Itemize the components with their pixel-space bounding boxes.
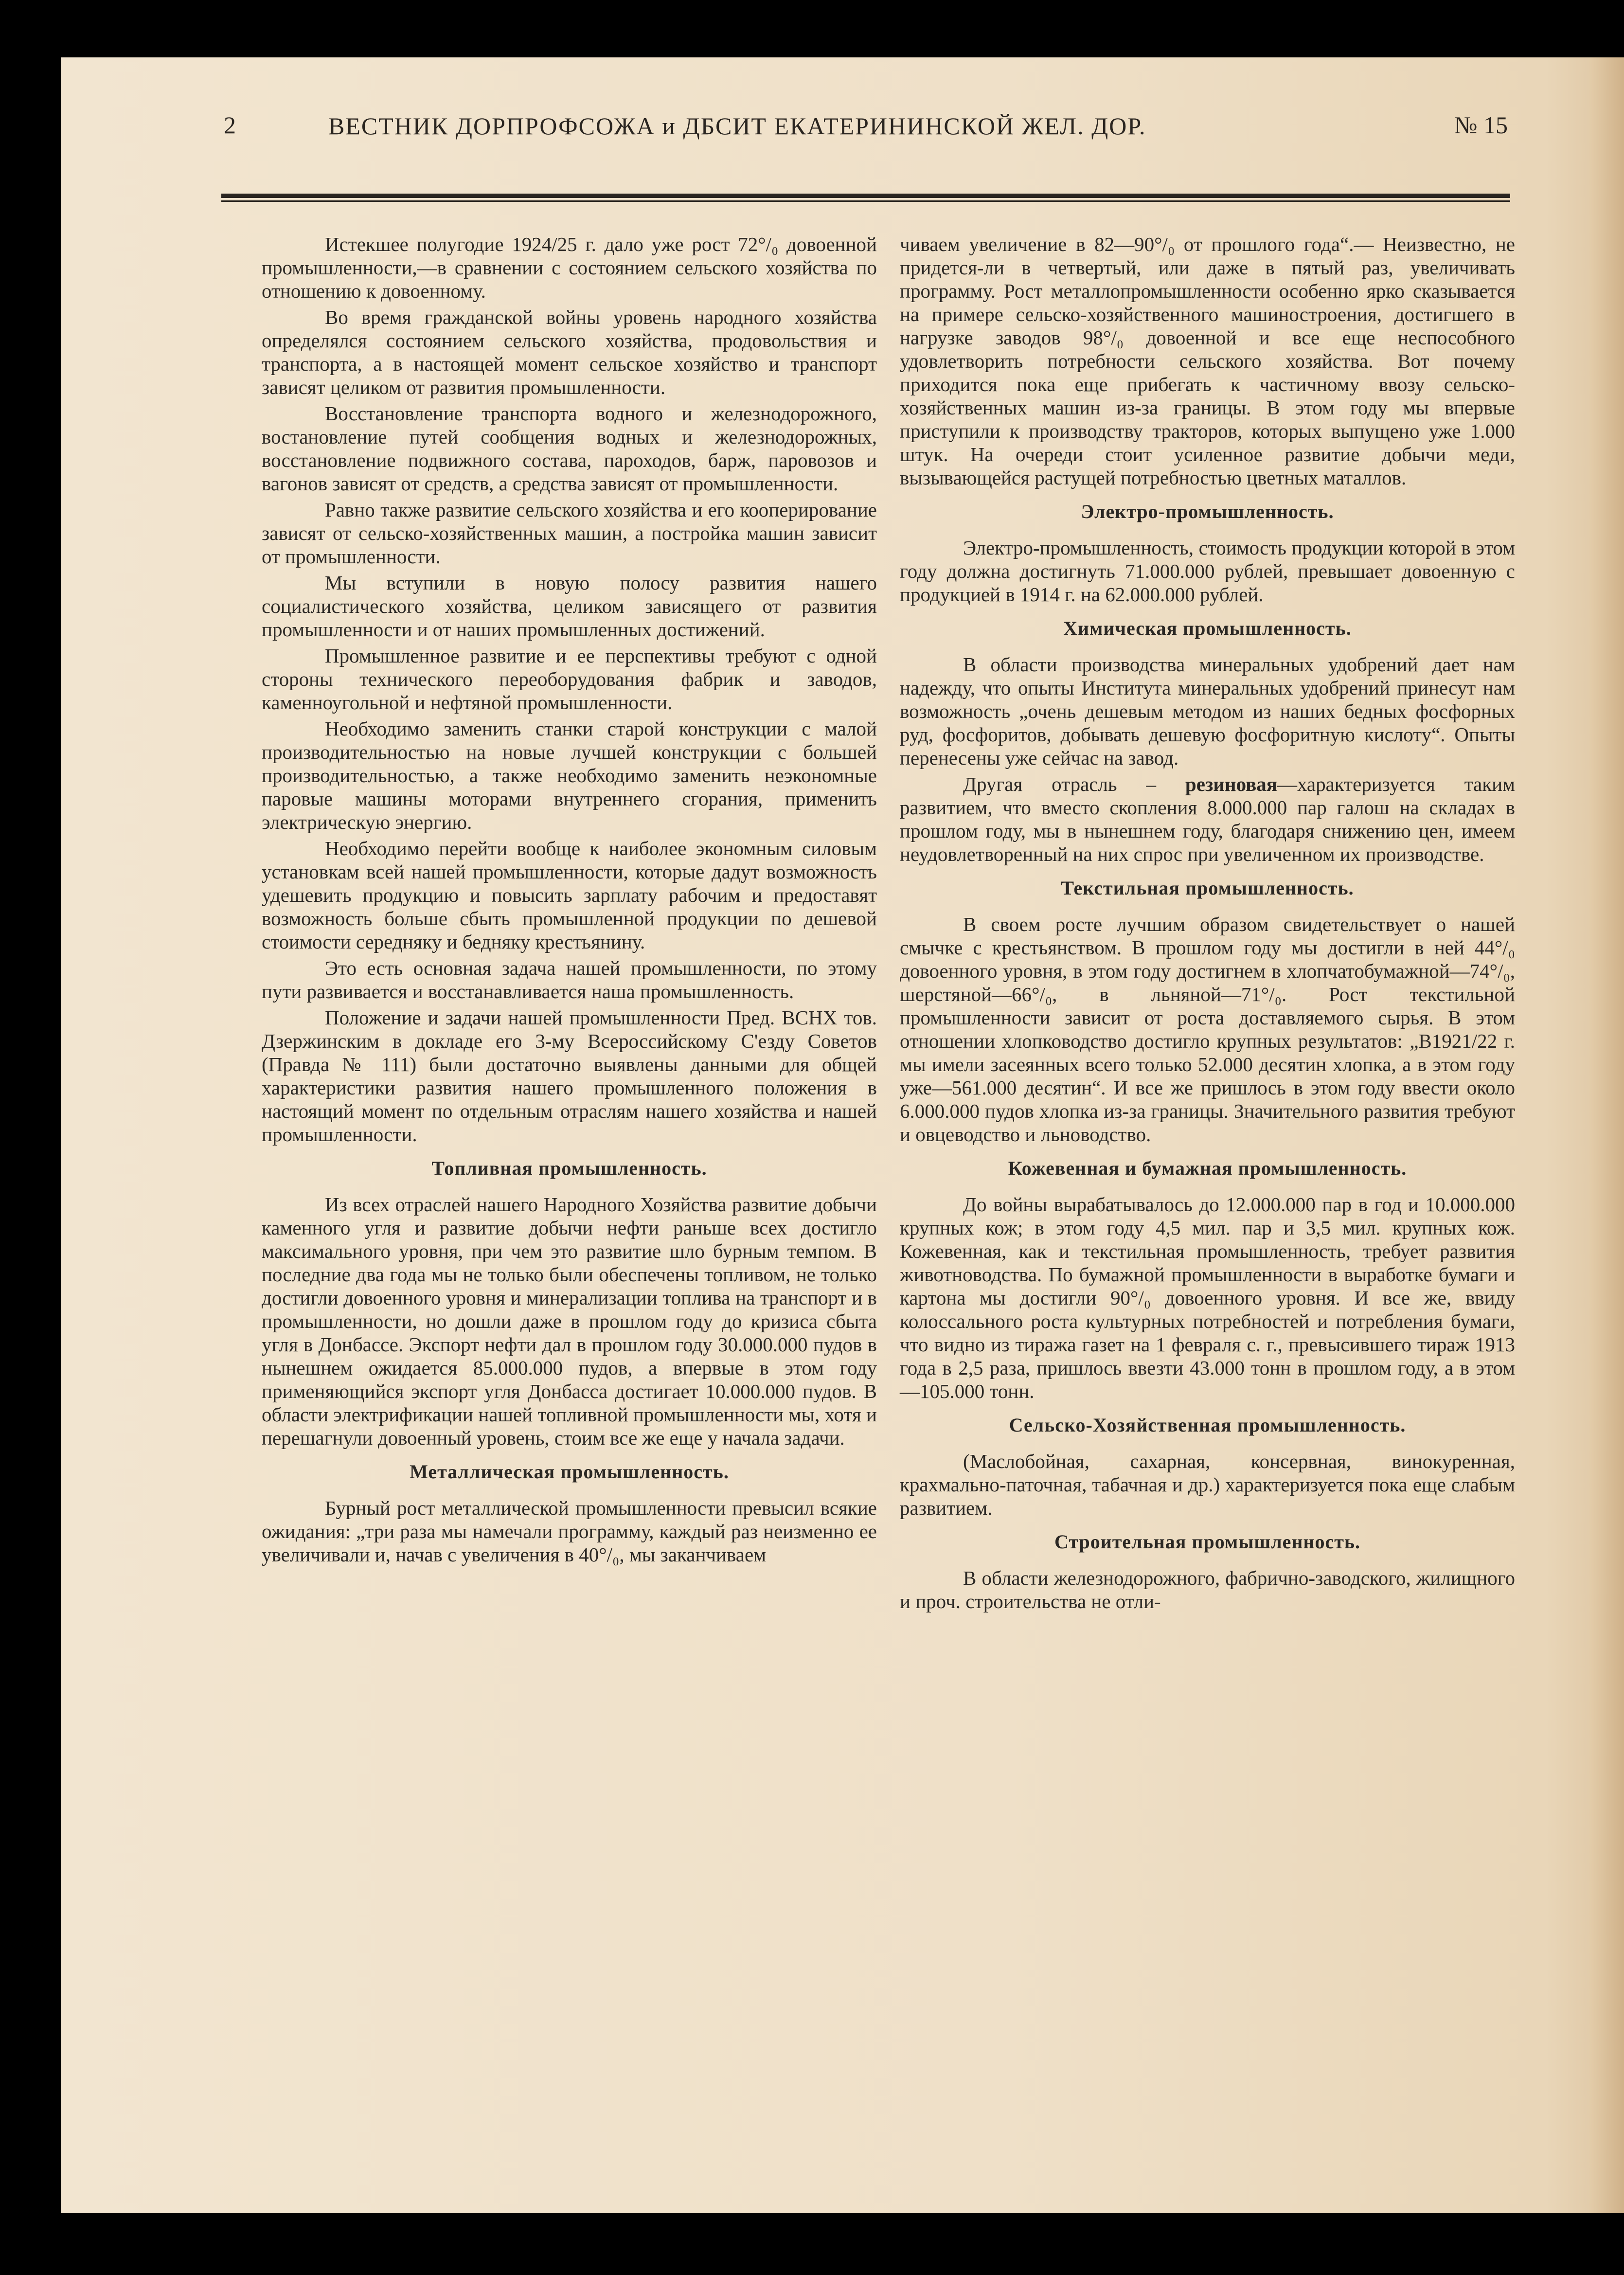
section-heading-textile: Текстильная промышленность.: [1061, 877, 1354, 899]
left-column: [262, 233, 877, 1569]
header-rule-thin: [221, 200, 1510, 202]
section-heading-agricultural: Сельско-Хозяйственная промышленность.: [1009, 1414, 1406, 1436]
text-run: —характеризуется таким развитием, что вместо скопления 8.000.000 пар галош на складах в прошлом году, мы в нынешнем году, благодаря снижению цен, имеем неудовлетворенный на них спрос при увеличенном их производстве.: [900, 773, 1516, 865]
paragraph: Электро-промышленность, стоимость продукции которой в этом году должна достигнуть 71.000.000 рублей, превышает довоенную с продукцией в 1914 г. на 62.000.000 рублей.: [900, 537, 1515, 606]
paragraph: [900, 772, 1515, 866]
paragraph: Восстановление транспорта водного и железнодорожного, востановление путей сообщения водных и железнодорожных, восстановление подвижного состава, пароходов, барж, паровозов и вагонов зависят от средств, а средства зависят от промышленности.: [262, 402, 877, 495]
section-heading-construction: Строительная промышленность.: [1054, 1531, 1361, 1553]
paragraph: Равно также развитие сельского хозяйства и его кооперирование зависят от сельско-хозяйственных машин, а постройка машин зависит от промышленности.: [262, 499, 877, 568]
paragraph: (Маслобойная, сахарная, консервная, винокуренная, крахмально-паточная, табачная и др.) характеризуется пока еще слабым развитием.: [900, 1450, 1515, 1519]
section-heading-metal: Металлическая промышленность.: [410, 1461, 729, 1483]
section-heading-chemical: Химическая промышленность.: [1063, 617, 1352, 639]
page-number: 2: [224, 111, 236, 139]
section-heading-leather-paper: Кожевенная и бумажная промышленность.: [1008, 1157, 1407, 1179]
scan-border-top: [0, 0, 1624, 57]
paragraph: Положение и задачи нашей промышленности Пред. ВСНХ тов. Дзержинским в докладе его 3-му Всероссийскому С'езду Советов (Правда № 111) были достаточно выявлены данными для общей характеристики развития нашего промышленного положения в настоящий момент по отдельным отраслям нашего хозяйства и нашей промышленности.: [262, 1006, 877, 1146]
paragraph: Необходимо заменить станки старой конструкции с малой производительностью на новые лучшей конструкции с большей производительностью, а также необходимо заменить неэкономные паровые машины моторами внутреннего сгорания, применить электрическую энергию.: [262, 717, 877, 833]
paragraph: В своем росте лучшим образом свидетельствует о нашей смычке с крестьянством. В прошлом году мы достигли в ней 44°/₀ довоенного уровня, в этом году достигнем в хлопчатобумажной—74°/₀, шерстяной—66°/₀, в льняной—71°/₀. Рост текстильной промышленности зависит от роста доставляемого сырья. В этом отношении хлопководство достигло крупных результатов: „В1921/22 г. мы имели засеянных всего только 52.000 десятин хлопка, а в этом году уже—561.000 десятин“. И все же пришлось в этом году ввести около 6.000.000 пудов хлопка из-за границы. Значительного развития требуют и овцеводство и льноводство.: [900, 913, 1515, 1146]
paragraph: Это есть основная задача нашей промышленности, по этому пути развивается и восстанавливается наша промышленность.: [262, 957, 877, 1003]
issue-number: № 15: [1454, 111, 1508, 139]
paragraph: До войны вырабатывалось до 12.000.000 пар в год и 10.000.000 крупных кож; в этом году 4,5 мил. пар и 3,5 мил. крупных кож. Кожевенная, как и текстильная промышленность, требует развития животноводства. По бумажной промышленности в выработке бумаги и картона мы достигли 90°/₀ довоенного уровня. И все же, ввиду колоссального роста культурных потребностей и потребления бумаги, что видно из тиража газет на 1 февраля с. г., превысившего тираж 1913 года в 2,5 раза, пришлось ввезти 43.000 тонн в прошлом году, а в этом—105.000 тонн.: [900, 1193, 1515, 1402]
paragraph: Во время гражданской войны уровень народного хозяйства определялся состоянием сельского хозяйства, продовольствия и транспорта, а в настоящей момент сельское хозяйство и транспорт зависят целиком от развития промышленности.: [262, 306, 877, 398]
section-heading-fuel: Топливная промышленность.: [431, 1157, 707, 1179]
paragraph: Из всех отраслей нашего Народного Хозяйства развитие добычи каменного угля и развитие добычи нефти раньше всех достигло максимального уровня, при чем это развитие шло бурным темпом. В последние два года мы не только были обеспечены топливом, не только достигли довоенного уровня и минерализации топлива на транспорт и в промышленности, но дошли даже в прошлом году до кризиса сбыта угля в Донбассе. Экспорт нефти дал в прошлом году 30.000.000 пудов в нынешнем ожидается 85.000.000 пудов, а впервые в этом году применяющийся экспорт угля Донбасса достигает 10.000.000 пудов. В области электрификации нашей топливной промышленности мы, хотя и перешагнули довоенный уровень, стоим все же еще у начала задачи.: [262, 1193, 877, 1449]
right-column: [900, 233, 1515, 1616]
section-heading-electro: Электро-промышленность.: [1081, 501, 1334, 522]
paragraph: Необходимо перейти вообще к наиболее экономным силовым установкам всей нашей промышленности, которые дадут возможность удешевить продукцию и повысить зарплату рабочим и предоставят возможность больше сбыть промышленной продукции по дешевой стоимости середняку и бедняку крестьянину.: [262, 837, 877, 953]
scan-border-left: [0, 0, 61, 2275]
paragraph: Истекшее полугодие 1924/25 г. дало уже рост 72°/₀ довоенной промышленности,—в сравнении с состоянием сельского хозяйства по отношению к довоенному.: [262, 233, 877, 302]
publication-title: ВЕСТНИК ДОРПРОФСОЖА и ДБСИТ ЕКАТЕРИНИНСКОЙ ЖЕЛ. ДОР.: [328, 112, 1146, 140]
paragraph: Промышленное развитие и ее перспективы требуют с одной стороны технического переоборудования фабрик и заводов, каменноугольной и нефтяной промышленности.: [262, 645, 877, 714]
header-rule-thick: [221, 194, 1510, 198]
paragraph: В области железнодорожного, фабрично-заводского, жилищного и проч. строительства не отли-: [900, 1567, 1515, 1612]
paragraph: чиваем увеличение в 82—90°/₀ от прошлого года“.— Неизвестно, не придется-ли в четвертый, или даже в пятый раз, увеличивать программу. Рост металлопромышленности особенно ярко сказывается на примере сельско-хозяйственного машиностроения, достигшего в нагрузке заводов 98°/₀ довоенной и все еще неспособного удовлетворить потребности сельского хозяйства. Вот почему приходится пока еще прибегать к частичному ввозу сельско-хозяйственных машин из-за границы. В этом году мы впервые приступили к производству тракторов, которых выпущено уже 1.000 штук. На очереди стоит усиленное развитие добычи меди, вызывающейся растущей потребностью цветных маталлов.: [900, 233, 1515, 489]
text-run: Другая отрасль –: [963, 773, 1157, 795]
emphasis-rubber: резиновая: [1185, 773, 1277, 795]
paragraph: В области производства минеральных удобрений дает нам надежду, что опыты Института минеральных удобрений принесут нам возможность „очень дешевым методом из наших бедных фосфорных руд, фосфоритов, добывать дешевую фосфоритную кислоту“. Опыты перенесены уже сейчас на завод.: [900, 653, 1515, 769]
scan-border-bottom: [0, 2213, 1624, 2275]
paragraph: Бурный рост металлической промышленности превысил всякие ожидания: „три раза мы намечали программу, каждый раз неизменно ее увеличивали и, начав с увеличения в 40°/₀, мы заканчиваем: [262, 1497, 877, 1566]
page-edge-shadow: [1590, 57, 1624, 2213]
paragraph: Мы вступили в новую полосу развития нашего социалистического хозяйства, целиком зависящего от развития промышленности и от наших промышленных достижений.: [262, 572, 877, 641]
page-header: [224, 111, 1508, 140]
